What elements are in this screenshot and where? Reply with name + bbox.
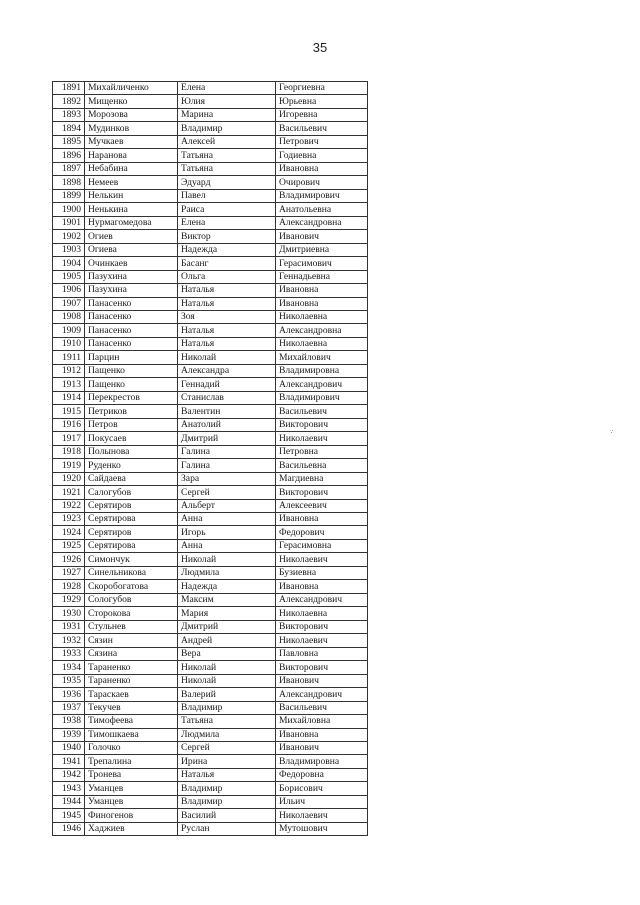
patronymic-cell: Очирович xyxy=(276,176,368,189)
row-number-cell: 1899 xyxy=(53,189,85,202)
row-number-cell: 1917 xyxy=(53,432,85,445)
first-name-cell: Юлия xyxy=(178,95,276,108)
last-name-cell: Серятиров xyxy=(85,526,178,539)
table-row xyxy=(53,782,368,795)
row-number-cell: 1891 xyxy=(53,82,85,95)
patronymic-cell: Ивановна xyxy=(276,728,368,741)
row-number-cell: 1907 xyxy=(53,297,85,310)
patronymic-cell: Николаевич xyxy=(276,432,368,445)
table-row xyxy=(53,445,368,458)
patronymic-cell: Васильевич xyxy=(276,701,368,714)
first-name-cell: Василий xyxy=(178,809,276,822)
patronymic-cell: Герасимович xyxy=(276,257,368,270)
patronymic-cell: Ивановна xyxy=(276,297,368,310)
patronymic-cell: Александрович xyxy=(276,593,368,606)
first-name-cell: Сергей xyxy=(178,486,276,499)
row-number-cell: 1904 xyxy=(53,257,85,270)
first-name-cell: Надежда xyxy=(178,243,276,256)
first-name-cell: Татьяна xyxy=(178,162,276,175)
row-number-cell: 1897 xyxy=(53,162,85,175)
row-number-cell: 1944 xyxy=(53,795,85,808)
patronymic-cell: Николаевна xyxy=(276,337,368,350)
patronymic-cell: Петрович xyxy=(276,135,368,148)
patronymic-cell: Федорович xyxy=(276,526,368,539)
last-name-cell: Пащенко xyxy=(85,364,178,377)
last-name-cell: Сязина xyxy=(85,647,178,660)
row-number-cell: 1931 xyxy=(53,620,85,633)
first-name-cell: Анатолий xyxy=(178,418,276,431)
patronymic-cell: Ивановна xyxy=(276,162,368,175)
table-row xyxy=(53,378,368,391)
last-name-cell: Хаджиев xyxy=(85,822,178,835)
table-row xyxy=(53,324,368,337)
last-name-cell: Полынова xyxy=(85,445,178,458)
patronymic-cell: Васильевич xyxy=(276,122,368,135)
table-row xyxy=(53,162,368,175)
patronymic-cell: Александровна xyxy=(276,216,368,229)
patronymic-cell: Васильевна xyxy=(276,459,368,472)
table-row xyxy=(53,486,368,499)
first-name-cell: Валентин xyxy=(178,405,276,418)
row-number-cell: 1940 xyxy=(53,741,85,754)
last-name-cell: Уманцев xyxy=(85,795,178,808)
first-name-cell: Сергей xyxy=(178,741,276,754)
patronymic-cell: Герасимовна xyxy=(276,539,368,552)
last-name-cell: Петриков xyxy=(85,405,178,418)
first-name-cell: Дмитрий xyxy=(178,620,276,633)
last-name-cell: Симончук xyxy=(85,553,178,566)
row-number-cell: 1912 xyxy=(53,364,85,377)
last-name-cell: Панасенко xyxy=(85,324,178,337)
first-name-cell: Ирина xyxy=(178,755,276,768)
last-name-cell: Сайдаева xyxy=(85,472,178,485)
last-name-cell: Руденко xyxy=(85,459,178,472)
first-name-cell: Наталья xyxy=(178,284,276,297)
last-name-cell: Тараненко xyxy=(85,661,178,674)
row-number-cell: 1894 xyxy=(53,122,85,135)
table-row xyxy=(53,809,368,822)
table-row xyxy=(53,149,368,162)
row-number-cell: 1929 xyxy=(53,593,85,606)
patronymic-cell: Владимировна xyxy=(276,755,368,768)
table-row xyxy=(53,203,368,216)
table-row xyxy=(53,795,368,808)
first-name-cell: Анна xyxy=(178,539,276,552)
last-name-cell: Сторокова xyxy=(85,607,178,620)
first-name-cell: Басанг xyxy=(178,257,276,270)
row-number-cell: 1908 xyxy=(53,310,85,323)
last-name-cell: Огиев xyxy=(85,230,178,243)
first-name-cell: Владимир xyxy=(178,795,276,808)
patronymic-cell: Викторович xyxy=(276,620,368,633)
patronymic-cell: Александрович xyxy=(276,378,368,391)
table-row xyxy=(53,526,368,539)
first-name-cell: Николай xyxy=(178,661,276,674)
patronymic-cell: Александрович xyxy=(276,688,368,701)
first-name-cell: Геннадий xyxy=(178,378,276,391)
first-name-cell: Владимир xyxy=(178,122,276,135)
patronymic-cell: Николаевна xyxy=(276,310,368,323)
last-name-cell: Серятирова xyxy=(85,513,178,526)
last-name-cell: Трепалина xyxy=(85,755,178,768)
row-number-cell: 1945 xyxy=(53,809,85,822)
table-row xyxy=(53,553,368,566)
last-name-cell: Пащенко xyxy=(85,378,178,391)
patronymic-cell: Геннадьевна xyxy=(276,270,368,283)
first-name-cell: Руслан xyxy=(178,822,276,835)
table-row xyxy=(53,768,368,781)
patronymic-cell: Ивановна xyxy=(276,284,368,297)
table-row xyxy=(53,95,368,108)
row-number-cell: 1943 xyxy=(53,782,85,795)
row-number-cell: 1928 xyxy=(53,580,85,593)
first-name-cell: Анна xyxy=(178,513,276,526)
first-name-cell: Валерий xyxy=(178,688,276,701)
last-name-cell: Тимофеева xyxy=(85,715,178,728)
last-name-cell: Тараскаев xyxy=(85,688,178,701)
table-row xyxy=(53,284,368,297)
last-name-cell: Салогубов xyxy=(85,486,178,499)
first-name-cell: Галина xyxy=(178,459,276,472)
patronymic-cell: Мутошович xyxy=(276,822,368,835)
table-row xyxy=(53,620,368,633)
last-name-cell: Мудинков xyxy=(85,122,178,135)
row-number-cell: 1898 xyxy=(53,176,85,189)
last-name-cell: Стульнев xyxy=(85,620,178,633)
row-number-cell: 1942 xyxy=(53,768,85,781)
row-number-cell: 1915 xyxy=(53,405,85,418)
first-name-cell: Николай xyxy=(178,351,276,364)
row-number-cell: 1932 xyxy=(53,634,85,647)
first-name-cell: Наталья xyxy=(178,768,276,781)
first-name-cell: Надежда xyxy=(178,580,276,593)
table-row xyxy=(53,230,368,243)
row-number-cell: 1902 xyxy=(53,230,85,243)
table-row xyxy=(53,432,368,445)
table-row xyxy=(53,176,368,189)
table-row xyxy=(53,741,368,754)
row-number-cell: 1919 xyxy=(53,459,85,472)
patronymic-cell: Алексеевич xyxy=(276,499,368,512)
table-row xyxy=(53,674,368,687)
table-row xyxy=(53,337,368,350)
table-row xyxy=(53,688,368,701)
last-name-cell: Михайличенко xyxy=(85,82,178,95)
table-row xyxy=(53,216,368,229)
row-number-cell: 1892 xyxy=(53,95,85,108)
patronymic-cell: Николаевич xyxy=(276,553,368,566)
row-number-cell: 1936 xyxy=(53,688,85,701)
row-number-cell: 1900 xyxy=(53,203,85,216)
last-name-cell: Перекрестов xyxy=(85,391,178,404)
table-row xyxy=(53,607,368,620)
first-name-cell: Татьяна xyxy=(178,149,276,162)
row-number-cell: 1905 xyxy=(53,270,85,283)
patronymic-cell: Михайловна xyxy=(276,715,368,728)
table-row xyxy=(53,310,368,323)
row-number-cell: 1938 xyxy=(53,715,85,728)
patronymic-cell: Годиевна xyxy=(276,149,368,162)
table-row xyxy=(53,459,368,472)
row-number-cell: 1925 xyxy=(53,539,85,552)
patronymic-cell: Павловна xyxy=(276,647,368,660)
patronymic-cell: Игоревна xyxy=(276,108,368,121)
row-number-cell: 1922 xyxy=(53,499,85,512)
last-name-cell: Нурмагомедова xyxy=(85,216,178,229)
last-name-cell: Немеев xyxy=(85,176,178,189)
first-name-cell: Людмила xyxy=(178,566,276,579)
row-number-cell: 1946 xyxy=(53,822,85,835)
first-name-cell: Зоя xyxy=(178,310,276,323)
last-name-cell: Синельникова xyxy=(85,566,178,579)
last-name-cell: Пазухина xyxy=(85,284,178,297)
patronymic-cell: Владимирович xyxy=(276,189,368,202)
row-number-cell: 1934 xyxy=(53,661,85,674)
table-row xyxy=(53,243,368,256)
row-number-cell: 1926 xyxy=(53,553,85,566)
first-name-cell: Мария xyxy=(178,607,276,620)
last-name-cell: Текучев xyxy=(85,701,178,714)
table-row xyxy=(53,701,368,714)
row-number-cell: 1911 xyxy=(53,351,85,364)
first-name-cell: Наталья xyxy=(178,297,276,310)
table-row xyxy=(53,580,368,593)
last-name-cell: Нелькин xyxy=(85,189,178,202)
table-row xyxy=(53,715,368,728)
row-number-cell: 1921 xyxy=(53,486,85,499)
first-name-cell: Виктор xyxy=(178,230,276,243)
row-number-cell: 1937 xyxy=(53,701,85,714)
table-row xyxy=(53,82,368,95)
row-number-cell: 1935 xyxy=(53,674,85,687)
table-row xyxy=(53,822,368,835)
last-name-cell: Серятиров xyxy=(85,499,178,512)
last-name-cell: Панасенко xyxy=(85,297,178,310)
first-name-cell: Зара xyxy=(178,472,276,485)
patronymic-cell: Бузиевна xyxy=(276,566,368,579)
row-number-cell: 1924 xyxy=(53,526,85,539)
first-name-cell: Наталья xyxy=(178,337,276,350)
patronymic-cell: Ильич xyxy=(276,795,368,808)
row-number-cell: 1901 xyxy=(53,216,85,229)
last-name-cell: Очинкаев xyxy=(85,257,178,270)
last-name-cell: Сязин xyxy=(85,634,178,647)
first-name-cell: Альберт xyxy=(178,499,276,512)
last-name-cell: Тараненко xyxy=(85,674,178,687)
scan-speck xyxy=(611,432,612,433)
table-row xyxy=(53,539,368,552)
last-name-cell: Покусаев xyxy=(85,432,178,445)
first-name-cell: Наталья xyxy=(178,324,276,337)
last-name-cell: Пазухина xyxy=(85,270,178,283)
last-name-cell: Голочко xyxy=(85,741,178,754)
row-number-cell: 1909 xyxy=(53,324,85,337)
patronymic-cell: Иванович xyxy=(276,674,368,687)
table-row xyxy=(53,499,368,512)
table-row xyxy=(53,364,368,377)
last-name-cell: Парцин xyxy=(85,351,178,364)
patronymic-cell: Дмитриевна xyxy=(276,243,368,256)
first-name-cell: Галина xyxy=(178,445,276,458)
last-name-cell: Скоробогатова xyxy=(85,580,178,593)
patronymic-cell: Анатольевна xyxy=(276,203,368,216)
patronymic-cell: Ивановна xyxy=(276,513,368,526)
row-number-cell: 1914 xyxy=(53,391,85,404)
table-row xyxy=(53,593,368,606)
patronymic-cell: Иванович xyxy=(276,230,368,243)
last-name-cell: Панасенко xyxy=(85,310,178,323)
patronymic-cell: Юрьевна xyxy=(276,95,368,108)
first-name-cell: Вера xyxy=(178,647,276,660)
table-row xyxy=(53,257,368,270)
patronymic-cell: Ивановна xyxy=(276,580,368,593)
row-number-cell: 1896 xyxy=(53,149,85,162)
patronymic-cell: Викторович xyxy=(276,486,368,499)
patronymic-cell: Борисович xyxy=(276,782,368,795)
row-number-cell: 1895 xyxy=(53,135,85,148)
first-name-cell: Алексей xyxy=(178,135,276,148)
first-name-cell: Эдуард xyxy=(178,176,276,189)
first-name-cell: Павел xyxy=(178,189,276,202)
last-name-cell: Небабина xyxy=(85,162,178,175)
patronymic-cell: Викторович xyxy=(276,661,368,674)
patronymic-cell: Васильевич xyxy=(276,405,368,418)
table-row xyxy=(53,270,368,283)
table-row xyxy=(53,351,368,364)
patronymic-cell: Николаевич xyxy=(276,634,368,647)
patronymic-cell: Магдиевна xyxy=(276,472,368,485)
last-name-cell: Серятирова xyxy=(85,539,178,552)
table-row xyxy=(53,418,368,431)
last-name-cell: Огиева xyxy=(85,243,178,256)
row-number-cell: 1930 xyxy=(53,607,85,620)
row-number-cell: 1906 xyxy=(53,284,85,297)
last-name-cell: Сологубов xyxy=(85,593,178,606)
last-name-cell: Ненькина xyxy=(85,203,178,216)
table-row xyxy=(53,513,368,526)
table-row xyxy=(53,661,368,674)
patronymic-cell: Владимирович xyxy=(276,391,368,404)
table-row xyxy=(53,566,368,579)
last-name-cell: Панасенко xyxy=(85,337,178,350)
table-row xyxy=(53,634,368,647)
first-name-cell: Игорь xyxy=(178,526,276,539)
table-row xyxy=(53,135,368,148)
first-name-cell: Владимир xyxy=(178,701,276,714)
row-number-cell: 1918 xyxy=(53,445,85,458)
last-name-cell: Уманцев xyxy=(85,782,178,795)
row-number-cell: 1910 xyxy=(53,337,85,350)
last-name-cell: Петров xyxy=(85,418,178,431)
first-name-cell: Людмила xyxy=(178,728,276,741)
first-name-cell: Дмитрий xyxy=(178,432,276,445)
first-name-cell: Николай xyxy=(178,674,276,687)
first-name-cell: Елена xyxy=(178,82,276,95)
table-row xyxy=(53,472,368,485)
last-name-cell: Мищенко xyxy=(85,95,178,108)
first-name-cell: Татьяна xyxy=(178,715,276,728)
row-number-cell: 1913 xyxy=(53,378,85,391)
roster-body xyxy=(53,82,368,836)
first-name-cell: Андрей xyxy=(178,634,276,647)
row-number-cell: 1941 xyxy=(53,755,85,768)
roster-table xyxy=(52,81,368,836)
row-number-cell: 1923 xyxy=(53,513,85,526)
table-row xyxy=(53,108,368,121)
last-name-cell: Мучкаев xyxy=(85,135,178,148)
row-number-cell: 1939 xyxy=(53,728,85,741)
first-name-cell: Станислав xyxy=(178,391,276,404)
patronymic-cell: Федоровна xyxy=(276,768,368,781)
first-name-cell: Раиса xyxy=(178,203,276,216)
row-number-cell: 1903 xyxy=(53,243,85,256)
first-name-cell: Максим xyxy=(178,593,276,606)
first-name-cell: Марина xyxy=(178,108,276,121)
table-row xyxy=(53,647,368,660)
row-number-cell: 1927 xyxy=(53,566,85,579)
scan-speck xyxy=(612,430,613,431)
patronymic-cell: Георгиевна xyxy=(276,82,368,95)
patronymic-cell: Александровна xyxy=(276,324,368,337)
first-name-cell: Александра xyxy=(178,364,276,377)
patronymic-cell: Викторович xyxy=(276,418,368,431)
last-name-cell: Финогенов xyxy=(85,809,178,822)
table-row xyxy=(53,755,368,768)
row-number-cell: 1916 xyxy=(53,418,85,431)
table-row xyxy=(53,297,368,310)
patronymic-cell: Петровна xyxy=(276,445,368,458)
first-name-cell: Владимир xyxy=(178,782,276,795)
row-number-cell: 1893 xyxy=(53,108,85,121)
last-name-cell: Тронева xyxy=(85,768,178,781)
first-name-cell: Ольга xyxy=(178,270,276,283)
table-row xyxy=(53,122,368,135)
patronymic-cell: Николаевич xyxy=(276,809,368,822)
patronymic-cell: Николаевна xyxy=(276,607,368,620)
table-row xyxy=(53,405,368,418)
row-number-cell: 1920 xyxy=(53,472,85,485)
first-name-cell: Елена xyxy=(178,216,276,229)
first-name-cell: Николай xyxy=(178,553,276,566)
patronymic-cell: Иванович xyxy=(276,741,368,754)
page-number: 35 xyxy=(312,40,328,55)
patronymic-cell: Михайлович xyxy=(276,351,368,364)
table-row xyxy=(53,391,368,404)
table-row xyxy=(53,728,368,741)
patronymic-cell: Владимировна xyxy=(276,364,368,377)
last-name-cell: Морозова xyxy=(85,108,178,121)
table-row xyxy=(53,189,368,202)
row-number-cell: 1933 xyxy=(53,647,85,660)
last-name-cell: Наранова xyxy=(85,149,178,162)
last-name-cell: Тимошкаева xyxy=(85,728,178,741)
